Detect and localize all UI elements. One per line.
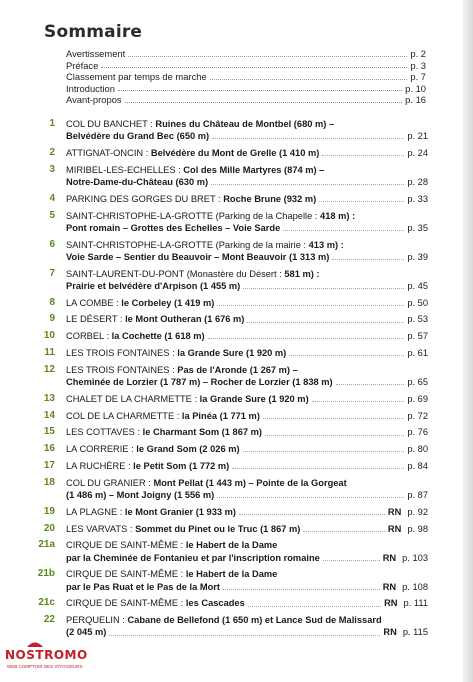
entry-page: p. 76 — [407, 427, 428, 438]
entry-number: 10 — [43, 330, 55, 342]
entry-text: LES TROIS FONTAINES : la Grande Sure (1 920 m) — [66, 348, 287, 358]
entry-number: 12 — [43, 363, 55, 375]
entry-text: par le Pas Ruat et le Pas de la Mort — [66, 581, 220, 592]
entry-number: 13 — [43, 392, 55, 404]
rn-badge: RN — [383, 627, 397, 638]
entry-body — [66, 347, 428, 359]
entry-text: Belvédère du Grand Bec (650 m) — [66, 131, 210, 142]
entry-page: p. 28 — [407, 177, 428, 187]
page-title: Sommaire — [44, 22, 143, 42]
page-edge — [463, 0, 473, 682]
prelim-label: Avant-propos — [66, 94, 122, 106]
entry-page: p. 39 — [407, 251, 428, 262]
prelim-page: p. 10 — [405, 82, 426, 94]
entry-page: p. 50 — [407, 297, 428, 308]
entry-number: 2 — [49, 147, 55, 158]
entry-page: p. 84 — [407, 461, 428, 471]
entry-number: 22 — [43, 614, 55, 626]
entry-body — [66, 426, 428, 438]
entry-text: LA RUCHÈRE : le Petit Som (1 772 m) — [66, 461, 230, 471]
prelim-page: p. 7 — [410, 71, 426, 83]
entry-text: PARKING DES GORGES DU BRET : Roche Brune (932 m) — [66, 193, 317, 204]
entry-body — [66, 330, 428, 342]
entry-body — [66, 410, 428, 422]
entry-number: 3 — [49, 163, 55, 175]
entry-body — [66, 614, 428, 638]
entry-text: SAINT-LAURENT-DU-PONT (Monastère du Désert : 581 m) : — [66, 268, 320, 279]
entry-text: (1 486 m) – Mont Joigny (1 556 m) — [66, 490, 215, 500]
entry-number: 21a — [38, 539, 55, 551]
entry-body — [66, 597, 428, 609]
entry-text: SAINT-CHRISTOPHE-LA-GROTTE (Parking de la mairie : 413 m) : — [66, 239, 344, 250]
logo-subtitle: WEB COMPTOIR DES VOYAGEURS — [7, 664, 83, 669]
prelim-row[interactable] — [66, 71, 426, 83]
entry-number: 11 — [44, 347, 55, 358]
entry-page: p. 35 — [407, 222, 428, 233]
entry-body — [66, 523, 428, 535]
entry-text: Pont romain – Grottes des Echelles – Voie Sarde — [66, 222, 281, 233]
entry-page: p. 108 — [402, 581, 428, 592]
entry-text: LA PLAGNE : le Mont Granier (1 933 m) — [66, 506, 236, 517]
entry-text: LES VARVATS : Sommet du Pinet ou le Truc (1 867 m) — [66, 523, 301, 534]
entry-page: p. 33 — [407, 193, 428, 204]
logo-hat-icon — [25, 640, 45, 648]
entry-number: 4 — [49, 192, 55, 204]
entry-number: 5 — [49, 209, 55, 221]
entry-text: Voie Sarde – Sentier du Beauvoir – Mont Beauvoir (1 313 m) — [66, 251, 330, 262]
entry-text: CHALET DE LA CHARMETTE : la Grande Sure (1 920 m) — [66, 393, 309, 404]
entry-text: Prairie et belvédère d'Arpison (1 455 m) — [66, 280, 241, 291]
entry-page: p. 80 — [407, 444, 428, 455]
entry-page: p. 98 — [407, 523, 428, 534]
entry-number: 16 — [43, 443, 55, 455]
rn-badge: RN — [387, 506, 402, 517]
entry-page: p. 61 — [407, 348, 428, 358]
rn-badge: RN — [387, 523, 402, 534]
entry-text: LA COMBE : le Corbeley (1 419 m) — [66, 297, 215, 308]
entry-page: p. 65 — [407, 377, 428, 387]
entry-page: p. 115 — [402, 627, 428, 638]
entry-text: MIRIBEL-LES-ECHELLES : Col des Mille Martyres (874 m) – — [66, 164, 325, 175]
entry-number: 21c — [38, 597, 55, 609]
logo-word: NOSTROMO — [5, 648, 88, 662]
prelim-row[interactable] — [66, 83, 426, 95]
entry-page: p. 72 — [407, 410, 428, 421]
prelim-row[interactable] — [66, 48, 426, 60]
entry-text: SAINT-CHRISTOPHE-LA-GROTTE (Parking de la Chapelle : 418 m) : — [66, 210, 356, 221]
entry-text: LE DÉSERT : le Mont Outheran (1 676 m) — [66, 314, 245, 325]
entry-text: COL DU BANCHET : Ruines du Château de Montbel (680 m) – — [66, 119, 335, 129]
entry-number: 20 — [43, 522, 55, 534]
entry-number: 9 — [49, 313, 55, 325]
prelim-label: Introduction — [66, 82, 115, 94]
entry-text: CIRQUE DE SAINT-MÊME : le Habert de la Dame — [66, 569, 278, 580]
entry-number: 15 — [43, 426, 55, 438]
entry-number: 14 — [43, 409, 55, 421]
entry-text: LES COTTAVES : le Charmant Som (1 867 m) — [66, 427, 262, 438]
entry-text: Cheminée de Lorzier (1 787 m) – Rocher de Lorzier (1 838 m) — [66, 377, 333, 387]
entry-page: p. 21 — [407, 131, 428, 142]
entry-page: p. 53 — [407, 314, 428, 325]
prelim-row[interactable] — [66, 60, 426, 72]
prelim-label: Préface — [66, 59, 99, 71]
entry-body — [66, 393, 428, 405]
prelim-label: Classement par temps de marche — [66, 71, 207, 83]
entry-body — [66, 443, 428, 455]
entry-body — [66, 193, 428, 205]
entry-body — [66, 364, 428, 388]
entry-page: p. 57 — [407, 331, 428, 342]
entry-text: COL DE LA CHARMETTE : la Pinéa (1 771 m) — [66, 410, 260, 421]
entry-page: p. 69 — [407, 393, 428, 404]
rn-badge: RN — [384, 598, 398, 609]
prelim-row[interactable] — [66, 94, 426, 106]
entry-number: 19 — [43, 505, 55, 517]
rn-badge: RN — [382, 552, 397, 563]
entry-body — [66, 118, 428, 142]
entry-text: PERQUELIN : Cabane de Bellefond (1 650 m) et Lance Sud de Malissard — [66, 615, 382, 626]
entry-body — [66, 268, 428, 292]
prelim-page: p. 16 — [405, 94, 426, 106]
entry-number: 1 — [49, 118, 55, 129]
entry-body — [66, 164, 428, 188]
entry-page: p. 111 — [403, 598, 428, 609]
entry-text: (2 045 m) — [66, 627, 107, 638]
entry-number: 7 — [49, 267, 55, 279]
entry-text: CORBEL : la Cochette (1 618 m) — [66, 331, 205, 342]
entry-number: 17 — [43, 460, 55, 471]
entry-text: COL DU GRANIER : Mont Pellat (1 443 m) – Pointe de la Gorgeat — [66, 477, 347, 488]
entry-text: LES TROIS FONTAINES : Pas de l'Aronde (1 267 m) – — [66, 364, 298, 375]
entry-body — [66, 313, 428, 325]
prelim-page: p. 2 — [410, 48, 426, 59]
nostromo-logo — [5, 640, 88, 678]
entry-text: CIRQUE DE SAINT-MÊME : le Habert de la Dame — [66, 540, 278, 551]
entry-body — [66, 210, 428, 234]
entry-page: p. 24 — [407, 148, 428, 158]
entry-body — [66, 460, 428, 472]
entry-text: ATTIGNAT-ONCIN : Belvédère du Mont de Grelle (1 410 m) — [66, 148, 320, 158]
entry-body — [66, 539, 428, 563]
prelim-page: p. 3 — [410, 59, 426, 71]
entry-body — [66, 239, 428, 263]
rn-badge: RN — [382, 581, 397, 592]
entry-number: 21b — [37, 568, 55, 580]
prelim-label: Avertissement — [66, 48, 126, 59]
entry-body — [66, 297, 428, 309]
entry-text: par la Cheminée de Fontanieu et par l'inscription romaine — [66, 552, 320, 563]
entry-body — [66, 506, 428, 518]
entry-page: p. 87 — [407, 490, 428, 500]
entry-text: LA CORRERIE : le Grand Som (2 026 m) — [66, 444, 240, 455]
entry-body — [66, 477, 428, 501]
entry-page: p. 92 — [407, 506, 428, 517]
preliminary-list — [66, 48, 426, 106]
entry-number: 8 — [49, 296, 55, 308]
entry-text: CIRQUE DE SAINT-MÊME : les Cascades — [66, 598, 245, 609]
entry-number: 6 — [49, 238, 55, 250]
entry-page: p. 103 — [402, 552, 428, 563]
entry-body — [66, 147, 428, 159]
entry-number: 18 — [43, 476, 55, 488]
entry-body — [66, 568, 428, 592]
entry-page: p. 45 — [407, 280, 428, 291]
entry-text: Notre-Dame-du-Château (630 m) — [66, 177, 209, 187]
